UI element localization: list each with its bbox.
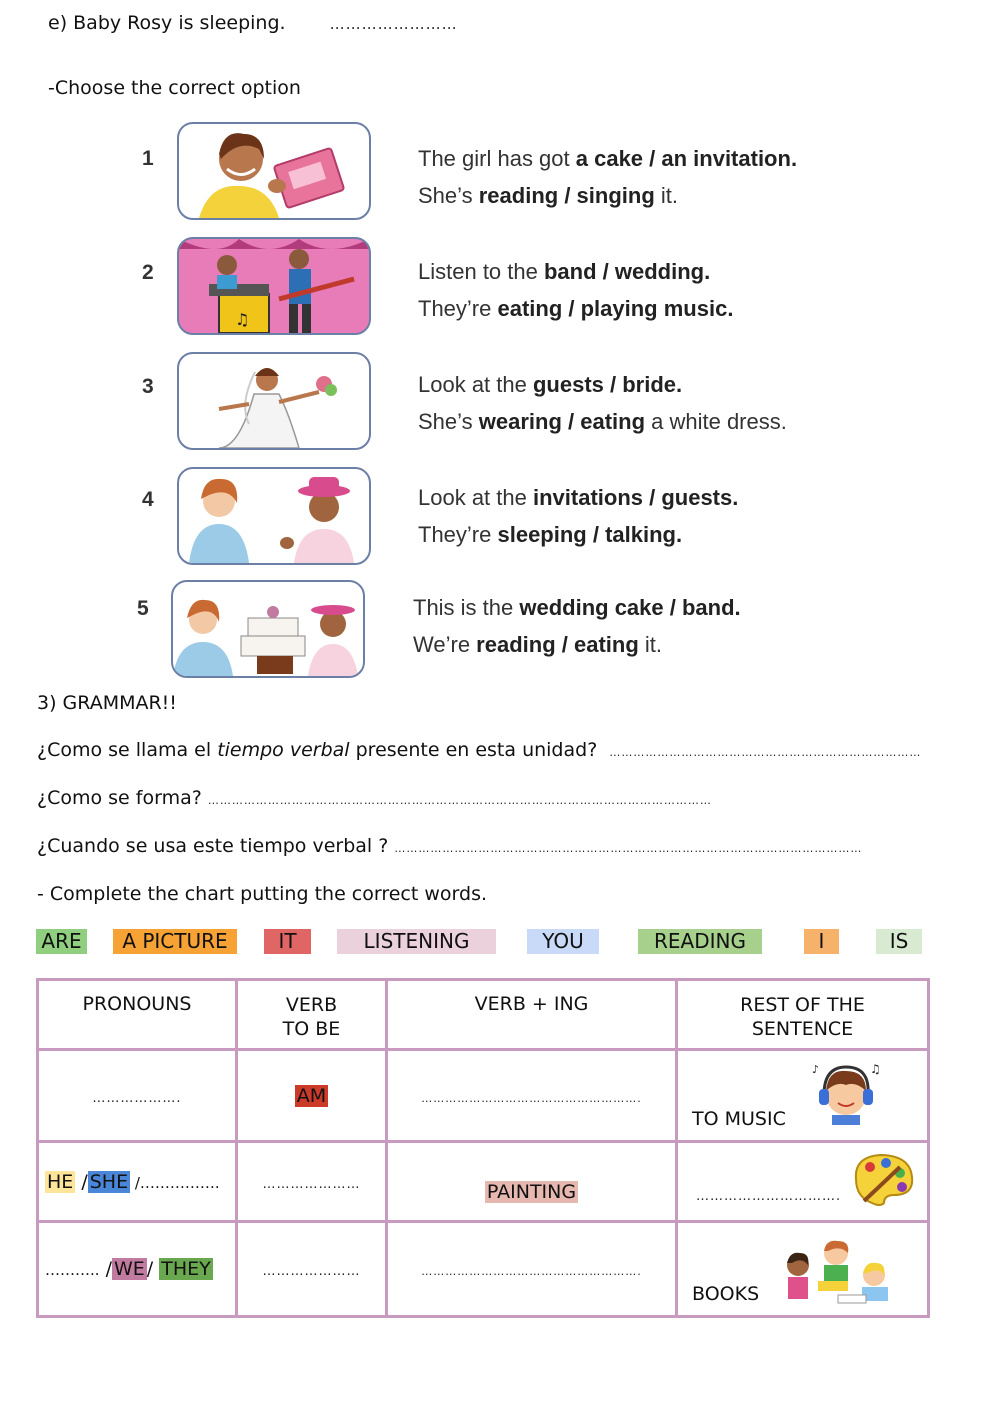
word-chip-listening[interactable]: LISTENING [337, 929, 496, 954]
chart-row-3 [38, 1222, 929, 1317]
exercise-1-number: 1 [142, 147, 154, 170]
row-2-she-highlight: SHE [89, 1170, 129, 1193]
exercise-3-line-2-text: She’s [418, 409, 479, 434]
exercise-5-image [171, 580, 365, 678]
exercise-1-line-1 [418, 140, 797, 177]
row-3-verb-ing[interactable] [387, 1222, 677, 1317]
item-e-text: e) Baby Rosy is sleeping. [48, 12, 286, 34]
exercise-3-option-1[interactable]: guests / bride. [532, 372, 683, 397]
exercise-2-sentences [418, 253, 733, 327]
question-1-pre: ¿Como se llama el [37, 739, 218, 761]
exercise-2-line-1-text: Listen to the [418, 259, 544, 284]
row-3-rest-text: BOOKS [692, 1283, 760, 1305]
exercise-5-line-1-text: This is the [413, 595, 520, 620]
row-2-verb-ing [387, 1142, 677, 1222]
exercise-1-line-2 [418, 177, 797, 214]
exercise-4-sentences [418, 479, 738, 553]
row-1-verb-to-be [237, 1050, 387, 1142]
header-verb-ing [387, 980, 677, 1050]
exercise-5-line-1 [413, 589, 741, 626]
row-1-pronoun-blank[interactable]: ………………. [92, 1090, 182, 1106]
header-verb-ing-label: VERB + ING [474, 993, 589, 1015]
word-chip-is[interactable]: IS [876, 929, 922, 954]
row-2-sep-1: / [75, 1170, 88, 1193]
kids-reading-icon [778, 1237, 898, 1307]
row-3-pronoun [38, 1222, 237, 1317]
grammar-title: 3) GRAMMAR!! [37, 692, 177, 714]
exercise-4-line-2 [418, 516, 738, 553]
row-1-am-highlight: AM [296, 1084, 327, 1107]
exercise-4-line-1 [418, 479, 738, 516]
exercise-2-line-2 [418, 290, 733, 327]
exercise-4-option-1[interactable]: invitations / guests. [532, 485, 739, 510]
row-2-rest-blank[interactable]: …………………………. [696, 1189, 842, 1204]
header-pronouns-label: PRONOUNS [82, 993, 192, 1015]
question-3-blank[interactable]: ……………………………………………………………………………………………………… [394, 842, 863, 855]
word-chip-you[interactable]: YOU [527, 929, 599, 954]
chart-instruction: - Complete the chart putting the correct words. [37, 883, 488, 905]
svg-text:♫: ♫ [235, 310, 250, 329]
row-1-verb-ing[interactable] [387, 1050, 677, 1142]
exercise-3-line-2-end: a white dress. [645, 409, 787, 434]
row-3-sep-2: / [146, 1258, 160, 1280]
grammar-chart [36, 978, 930, 1318]
exercise-3-line-1-text: Look at the [418, 372, 533, 397]
question-2 [37, 787, 712, 809]
svg-text:♫: ♫ [870, 1062, 881, 1076]
exercise-3-image [177, 352, 371, 450]
chart-row-2 [38, 1142, 929, 1222]
exercise-3-line-1 [418, 366, 787, 403]
exercise-4-line-2-text: They’re [418, 522, 498, 547]
row-3-rest [677, 1222, 929, 1317]
question-3 [37, 835, 862, 857]
exercise-4-option-2[interactable]: sleeping / talking. [497, 522, 683, 547]
word-chip-it[interactable]: IT [264, 929, 311, 954]
exercise-5-option-1[interactable]: wedding cake / band. [519, 595, 741, 620]
word-chip-a-picture[interactable]: A PICTURE [113, 929, 237, 954]
question-1-em: tiempo verbal [217, 739, 350, 761]
question-3-text: ¿Cuando se usa este tiempo verbal ? [37, 835, 389, 857]
exercise-5-sentences [413, 589, 741, 663]
header-pronouns [38, 980, 237, 1050]
exercise-1-option-2[interactable]: reading / singing [478, 183, 655, 208]
exercise-2-number: 2 [142, 261, 154, 284]
word-chip-are[interactable]: ARE [36, 929, 87, 954]
row-1-ing-blank[interactable]: ………………………………………………. [421, 1091, 642, 1105]
row-1-rest [677, 1050, 929, 1142]
exercise-4-line-1-text: Look at the [418, 485, 533, 510]
exercise-5-line-2 [413, 626, 741, 663]
exercise-1-line-1-text: The girl has got [418, 146, 576, 171]
row-2-rest[interactable] [677, 1142, 929, 1222]
exercise-5-option-2[interactable]: reading / eating [476, 632, 639, 657]
exercise-1-line-2-text: She’s [418, 183, 479, 208]
header-rest-label: REST OF THE SENTENCE [740, 994, 865, 1040]
question-1-post: presente en esta unidad? [349, 739, 598, 761]
word-chip-i[interactable]: I [804, 929, 839, 954]
row-3-ing-blank[interactable]: ………………………………………………. [421, 1265, 642, 1278]
row-3-we-highlight: WE [114, 1258, 145, 1280]
exercise-5-line-2-text: We’re [413, 632, 477, 657]
row-2-verb-to-be[interactable] [237, 1142, 387, 1222]
exercise-2-line-2-text: They’re [418, 296, 498, 321]
exercise-2-option-2[interactable]: eating / playing music. [497, 296, 734, 321]
row-1-pronoun[interactable] [38, 1050, 237, 1142]
palette-icon [850, 1151, 916, 1207]
exercise-1-line-2-end: it. [654, 183, 678, 208]
exercise-1-option-1[interactable]: a cake / an invitation. [575, 146, 798, 171]
row-3-verb-to-be[interactable] [237, 1222, 387, 1317]
header-rest [677, 980, 929, 1050]
svg-text:♪: ♪ [812, 1063, 820, 1076]
exercise-3-number: 3 [142, 375, 154, 398]
exercise-1-image [177, 122, 371, 220]
chart-row-1 [38, 1050, 929, 1142]
row-3-be-blank[interactable]: ………………… [262, 1264, 361, 1279]
row-2-he-highlight: HE [47, 1170, 74, 1193]
row-3-pronoun-blank[interactable]: ……….. [45, 1261, 100, 1279]
question-2-text: ¿Como se forma? [37, 787, 202, 809]
exercise-5-number: 5 [137, 597, 149, 620]
question-1-blank[interactable]: …………………………………………………………………… [609, 746, 922, 759]
item-e-blank[interactable]: …………………… [329, 15, 458, 33]
boy-headphones-icon [808, 1059, 890, 1125]
exercise-2-image [177, 237, 371, 335]
choose-instruction: -Choose the correct option [48, 77, 301, 99]
row-2-pronoun [38, 1142, 237, 1222]
exercise-4-image [177, 467, 371, 565]
exercise-3-option-2[interactable]: wearing / eating [478, 409, 646, 434]
exercise-2-option-1[interactable]: band / wedding. [543, 259, 711, 284]
row-1-rest-text: TO MUSIC [692, 1108, 786, 1130]
exercise-5-line-2-end: it. [638, 632, 662, 657]
row-2-painting-highlight: PAINTING [486, 1180, 577, 1203]
exercise-2-line-1 [418, 253, 733, 290]
row-3-sep-1: / [99, 1258, 112, 1280]
exercise-1-sentences [418, 140, 797, 214]
question-1 [37, 739, 921, 761]
question-2-blank[interactable]: ……………………………………………………………………………………………………………… [207, 794, 712, 807]
row-3-they-highlight: THEY [161, 1258, 211, 1280]
row-2-pronoun-blank[interactable]: /……………. [130, 1173, 220, 1192]
header-verb-to-be [237, 980, 387, 1050]
word-chip-reading[interactable]: READING [638, 929, 762, 954]
header-verb-to-be-label: VERB TO BE [282, 994, 341, 1040]
item-e [48, 12, 458, 34]
exercise-4-number: 4 [142, 488, 154, 511]
exercise-3-sentences [418, 366, 787, 440]
exercise-3-line-2 [418, 403, 787, 440]
chart-header-row [38, 980, 929, 1050]
row-2-be-blank[interactable]: ………………… [262, 1176, 361, 1192]
